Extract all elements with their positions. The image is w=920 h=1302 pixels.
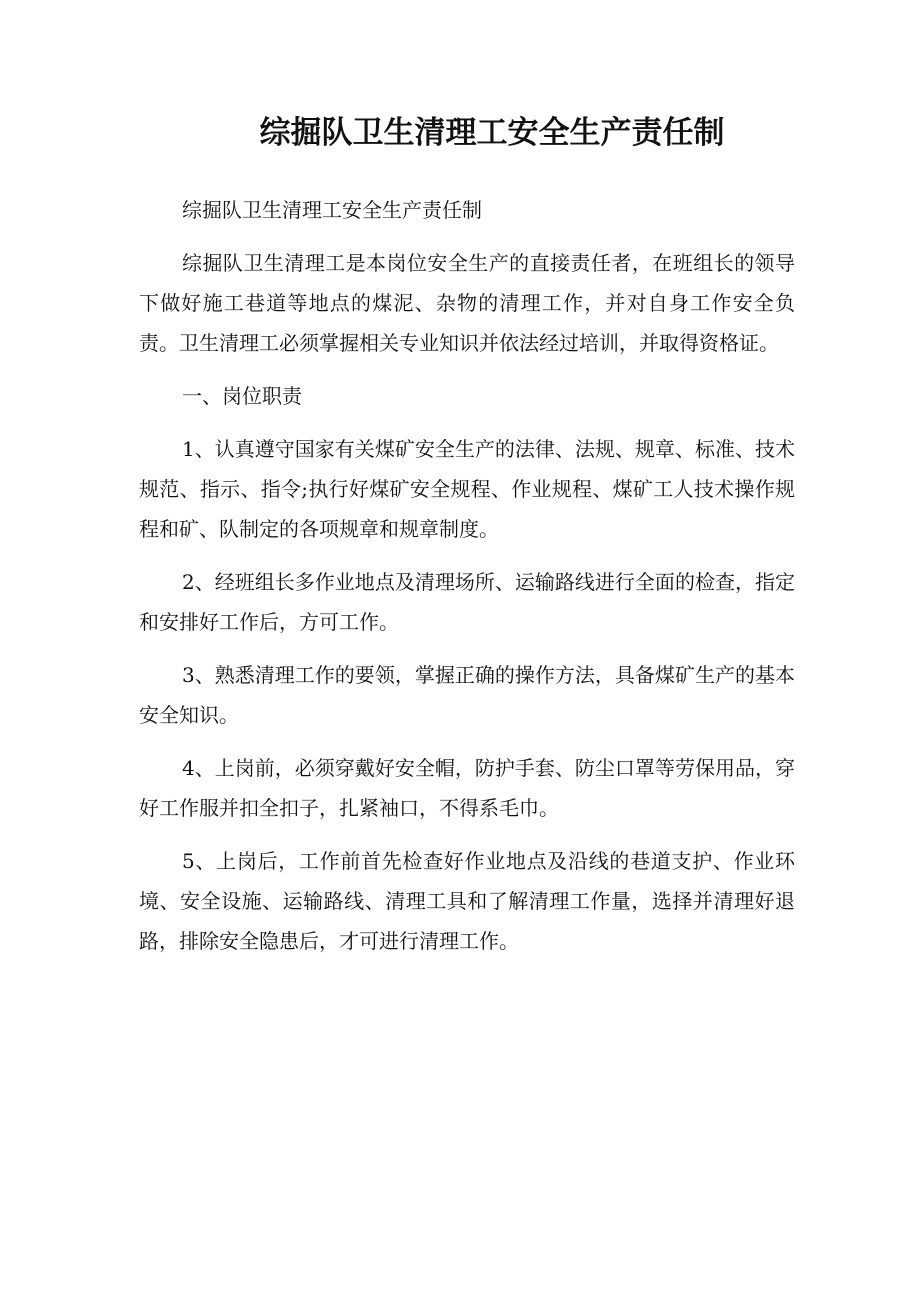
paragraph-item-2: 2、经班组长多作业地点及清理场所、运输路线进行全面的检查，指定和安排好工作后，方可工作。 [139, 570, 795, 634]
document-title: 综掘队卫生清理工安全生产责任制 [259, 115, 725, 151]
paragraph-subtitle: 综掘队卫生清理工安全生产责任制 [182, 198, 482, 222]
section-heading-duties: 一、岗位职责 [182, 384, 302, 408]
paragraph-item-5: 5、上岗后，工作前首先检查好作业地点及沿线的巷道支护、作业环境、安全设施、运输路线、清理工具和了解清理工作量，选择并清理好退路，排除安全隐患后，才可进行清理工作。 [139, 849, 795, 953]
document-body [139, 190, 795, 961]
paragraph-item-3: 3、熟悉清理工作的要领，掌握正确的操作方法，具备煤矿生产的基本安全知识。 [139, 663, 795, 727]
paragraph-item-1: 1、认真遵守国家有关煤矿安全生产的法律、法规、规章、标准、技术规范、指示、指令;执行好煤矿安全规程、作业规程、煤矿工人技术操作规程和矿、队制定的各项规章和规章制度。 [139, 437, 795, 541]
paragraph-item-4: 4、上岗前，必须穿戴好安全帽，防护手套、防尘口罩等劳保用品，穿好工作服并扣全扣子，扎紧袖口，不得系毛巾。 [139, 756, 795, 820]
paragraph-intro: 综掘队卫生清理工是本岗位安全生产的直接责任者，在班组长的领导下做好施工巷道等地点的煤泥、杂物的清理工作，并对自身工作安全负责。卫生清理工必须掌握相关专业知识并依法经过培训，并取得资格证。 [139, 251, 795, 355]
